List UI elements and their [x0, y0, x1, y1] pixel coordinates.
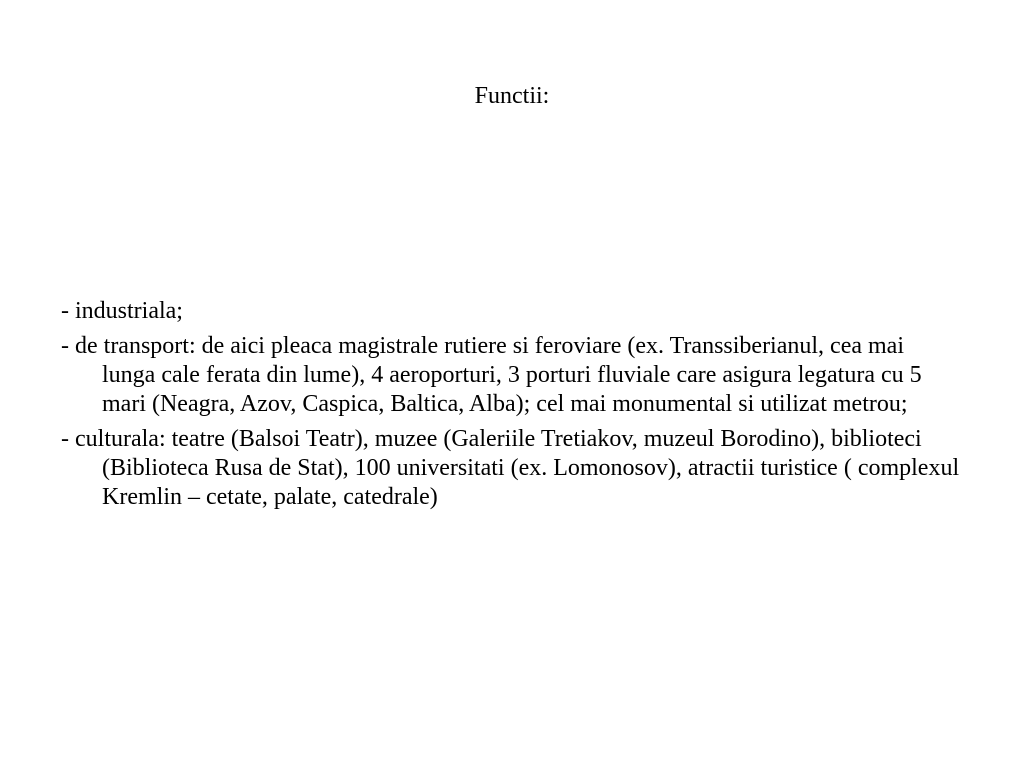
- slide-title: Functii:: [474, 83, 550, 109]
- bullet-list: [61, 297, 961, 518]
- bullet-item-industriala: - industriala;: [61, 298, 183, 324]
- bullet-item-transport: - de transport: de aici pleaca magistrale rutiere si feroviare (ex. Transsiberianul, cea mai lunga cale ferata din lume), 4 aeroporturi, 3 porturi fluviale care asigura legatura cu 5 mari (Neagra, Azov, Caspica, Baltica, Alba); cel mai monumental si utilizat metrou;: [61, 333, 922, 417]
- bullet-item-culturala: - culturala: teatre (Balsoi Teatr), muzee (Galeriile Tretiakov, muzeul Borodino), biblioteci (Biblioteca Rusa de Stat), 100 universitati (ex. Lomonosov), atractii turistice ( complexul Kremlin – cetate, palate, catedrale): [61, 426, 960, 510]
